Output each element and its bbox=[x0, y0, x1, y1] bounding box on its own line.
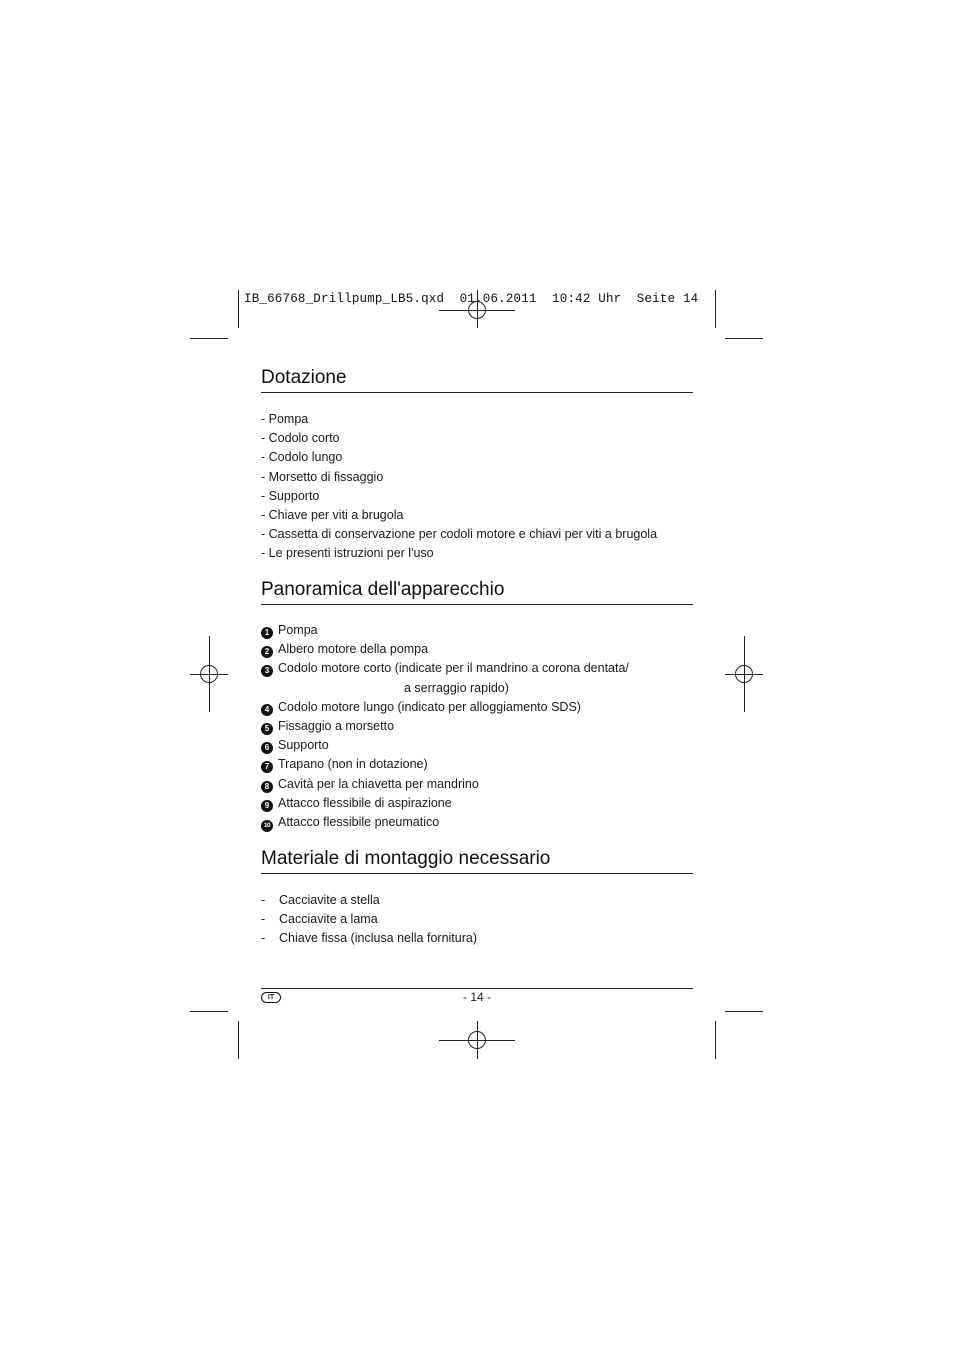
list-item-text: Attacco flessibile pneumatico bbox=[278, 814, 440, 829]
crop-mark bbox=[190, 338, 228, 339]
list-item: - Pompa bbox=[261, 412, 309, 426]
number-badge-icon: 3 bbox=[261, 665, 273, 677]
list-item bbox=[261, 891, 477, 910]
footer-rule bbox=[261, 988, 693, 989]
list-item-text: Attacco flessibile di aspirazione bbox=[278, 795, 452, 810]
list-item-continuation bbox=[261, 679, 629, 698]
number-badge-icon: 1 bbox=[261, 627, 273, 639]
list-item-text: Codolo motore corto (indicate per il mandrino a corona dentata/ bbox=[278, 661, 629, 676]
list-item-text: Cacciavite a lama bbox=[279, 912, 378, 927]
registration-mark-line bbox=[209, 636, 210, 712]
list-item bbox=[261, 659, 629, 678]
crop-mark bbox=[238, 1021, 239, 1059]
list-item-text: Cavità per la chiavetta per mandrino bbox=[278, 776, 479, 791]
list-item bbox=[261, 910, 477, 929]
number-badge-icon: 2 bbox=[261, 646, 273, 658]
list-item bbox=[261, 698, 629, 717]
list-item-text: Cacciavite a stella bbox=[279, 893, 380, 907]
list-item: - Morsetto di fissaggio bbox=[261, 469, 384, 484]
crop-mark bbox=[715, 290, 716, 328]
number-badge-icon: 6 bbox=[261, 742, 273, 754]
number-badge-icon: 5 bbox=[261, 723, 273, 735]
crop-mark bbox=[725, 1011, 763, 1012]
file-slug: IB_66768_Drillpump_LB5.qxd 01.06.2011 10:42 Uhr Seite 14 bbox=[244, 292, 699, 306]
dash-bullet: - bbox=[261, 912, 266, 927]
list-item-text: Fissaggio a morsetto bbox=[278, 718, 395, 733]
registration-mark-line bbox=[744, 636, 745, 712]
dotazione-list bbox=[261, 410, 657, 564]
page-number: - 14 - bbox=[462, 990, 491, 1004]
section-title-panoramica: Panoramica dell'apparecchio bbox=[261, 578, 693, 605]
section-title-dotazione: Dotazione bbox=[261, 366, 693, 393]
dash-bullet: - bbox=[261, 893, 266, 907]
registration-mark-line bbox=[477, 1021, 478, 1059]
section-title-materiale: Materiale di montaggio necessario bbox=[261, 847, 693, 874]
list-item-text: Chiave fissa (inclusa nella fornitura) bbox=[279, 931, 478, 946]
list-item: - Cassetta di conservazione per codoli motore e chiavi per viti a brugola bbox=[261, 527, 658, 542]
crop-mark bbox=[715, 1021, 716, 1059]
dash-bullet: - bbox=[261, 931, 266, 946]
list-item bbox=[261, 621, 629, 640]
materiale-list bbox=[261, 891, 477, 949]
number-badge-icon: 7 bbox=[261, 761, 273, 773]
list-item bbox=[261, 755, 629, 774]
list-item-text: Albero motore della pompa bbox=[278, 642, 429, 657]
list-item-text: Pompa bbox=[278, 623, 318, 637]
list-item bbox=[261, 775, 629, 794]
list-item-text: a serraggio rapido) bbox=[404, 680, 509, 695]
crop-mark bbox=[725, 338, 763, 339]
list-item bbox=[261, 794, 629, 813]
list-item bbox=[261, 929, 477, 948]
list-item: - Le presenti istruzioni per l'uso bbox=[261, 546, 434, 561]
panoramica-list bbox=[261, 621, 629, 832]
list-item bbox=[261, 717, 629, 736]
number-badge-icon: 4 bbox=[261, 704, 273, 716]
list-item: - Codolo lungo bbox=[261, 450, 343, 465]
number-badge-icon: 8 bbox=[261, 781, 273, 793]
crop-mark bbox=[238, 290, 239, 328]
list-item-text: Codolo motore lungo (indicato per alloggiamento SDS) bbox=[278, 699, 581, 714]
list-item: - Codolo corto bbox=[261, 431, 340, 446]
list-item bbox=[261, 813, 629, 832]
list-item bbox=[261, 640, 629, 659]
crop-mark bbox=[190, 1011, 228, 1012]
number-badge-icon: 9 bbox=[261, 800, 273, 812]
number-badge-icon: 10 bbox=[261, 820, 273, 832]
list-item-text: Trapano (non in dotazione) bbox=[278, 757, 428, 772]
list-item: - Chiave per viti a brugola bbox=[261, 507, 404, 522]
list-item bbox=[261, 736, 629, 755]
list-item-text: Supporto bbox=[278, 738, 329, 753]
language-badge: IT bbox=[261, 992, 281, 1003]
list-item: - Supporto bbox=[261, 488, 320, 503]
